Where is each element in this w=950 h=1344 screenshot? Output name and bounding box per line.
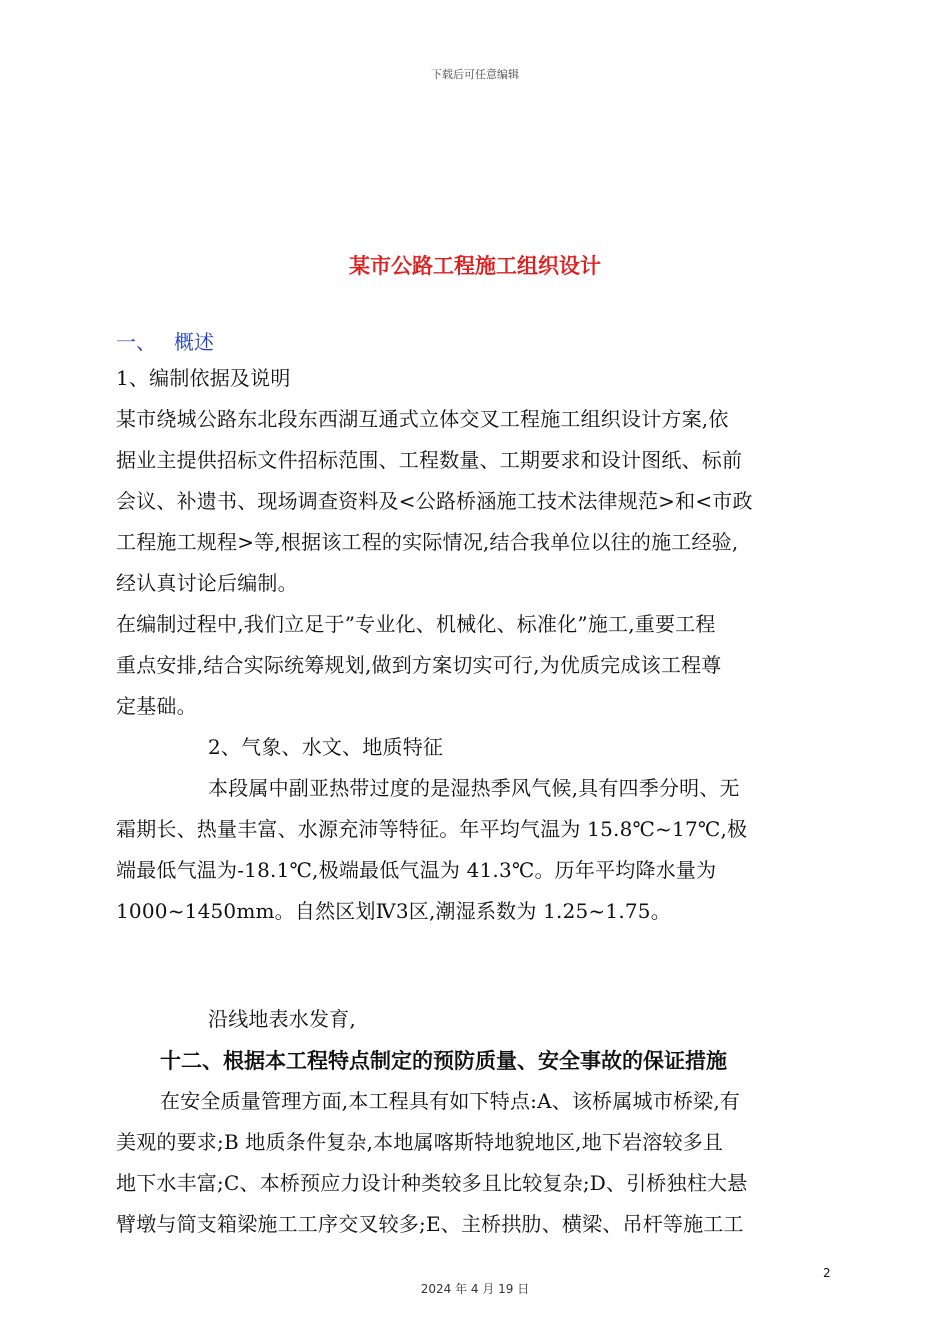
para1-line-3: 会议、补遗书、现场调查资料及<公路桥涵施工技术法律规范>和<市政	[116, 489, 753, 513]
subheading-2: 2、气象、水文、地质特征	[208, 735, 444, 759]
para2-line-1: 在编制过程中,我们立足于”专业化、机械化、标准化”施工,重要工程	[116, 612, 716, 636]
para2-line-3: 定基础。	[116, 694, 197, 718]
para5-line-4: 臂墩与简支箱梁施工工序交叉较多;E、主桥拱肋、横梁、吊杆等施工工	[116, 1212, 744, 1236]
para3-line-1: 本段属中副亚热带过度的是湿热季风气候,具有四季分明、无	[208, 776, 740, 800]
section-12-heading: 十二、根据本工程特点制定的预防质量、安全事故的保证措施	[160, 1048, 727, 1073]
para1-line-2: 据业主提供招标文件招标范围、工程数量、工期要求和设计图纸、标前	[116, 448, 743, 472]
section-1-label: 概述	[174, 330, 214, 354]
para1-line-4: 工程施工规程>等,根据该工程的实际情况,结合我单位以往的施工经验,	[116, 530, 739, 554]
para5-line-1: 在安全质量管理方面,本工程具有如下特点:A、该桥属城市桥梁,有	[160, 1089, 741, 1113]
page-number: 2	[823, 1266, 831, 1280]
header-note: 下载后可任意编辑	[431, 68, 519, 81]
para3-line-2: 霜期长、热量丰富、水源充沛等特征。年平均气温为 15.8℃~17℃,极	[116, 817, 748, 841]
para1-line-5: 经认真讨论后编制。	[116, 571, 298, 595]
subheading-1: 1、编制依据及说明	[116, 366, 291, 390]
para5-line-3: 地下水丰富;C、本桥预应力设计种类较多且比较复杂;D、引桥独柱大悬	[116, 1171, 748, 1195]
para4: 沿线地表水发育,	[208, 1007, 356, 1031]
section-1-heading	[116, 326, 214, 355]
para1-line-1: 某市绕城公路东北段东西湖互通式立体交叉工程施工组织设计方案,依	[116, 407, 729, 431]
section-1-number: 一、	[116, 330, 156, 354]
footer-date: 2024 年 4 月 19 日	[420, 1282, 530, 1296]
para5-line-2: 美观的要求;B 地质条件复杂,本地属喀斯特地貌地区,地下岩溶较多且	[116, 1130, 724, 1154]
para2-line-2: 重点安排,结合实际统筹规划,做到方案切实可行,为优质完成该工程尊	[116, 653, 722, 677]
para3-line-3: 端最低气温为-18.1℃,极端最低气温为 41.3℃。历年平均降水量为	[116, 858, 717, 882]
document-title: 某市公路工程施工组织设计	[349, 253, 601, 278]
para3-line-4: 1000~1450mm。自然区划Ⅳ3区,潮湿系数为 1.25~1.75。	[116, 899, 671, 923]
